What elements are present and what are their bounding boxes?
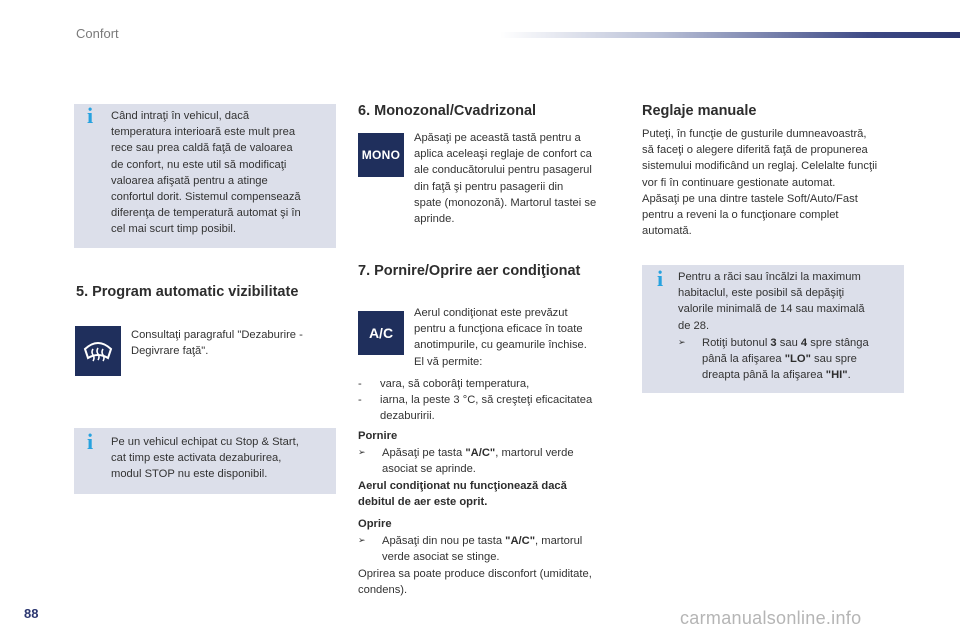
step-line-continuation: până la afişarea "LO" sau spre — [702, 353, 857, 366]
text-line: Degivrare faţă". — [131, 345, 209, 358]
section-7-list — [358, 376, 628, 425]
page-number: 88 — [24, 606, 39, 621]
text-line: Aerul condiţionat este prevăzut — [414, 307, 568, 319]
step-arrow-icon: ➢ — [358, 535, 366, 546]
oprire-title: Oprire — [358, 518, 392, 530]
list-item-continuation: dezaburirii. — [380, 410, 435, 423]
text-line: Puteţi, în funcţie de gusturile dumneavoastră, — [642, 128, 867, 140]
text-line: cat timp este activata dezaburirea, — [111, 452, 282, 465]
text-line: ale conducătorului pentru pasagerul — [414, 164, 592, 177]
text-line: rece sau prea caldă faţă de valoarea — [111, 142, 293, 155]
ac-button[interactable] — [358, 311, 404, 355]
info-box-max-temperature — [642, 265, 904, 393]
section-7-intro — [414, 305, 620, 370]
info-box-stop-start — [74, 428, 336, 494]
step-arrow-icon: ➢ — [358, 447, 366, 458]
text-line: confortul dorit. Sistemul compensează — [111, 191, 301, 204]
manual-settings-title: Reglaje manuale — [642, 103, 757, 119]
text-line: modul STOP nu este disponibil. — [111, 468, 268, 481]
text-line: de 28. — [678, 319, 710, 332]
text-line: valoarea afişată pentru a atinge — [111, 174, 268, 187]
section-6-text — [414, 130, 620, 227]
text-line: Când intraţi în vehicul, dacă — [111, 110, 250, 122]
text-line: temperatura interioară este mult prea — [111, 126, 296, 139]
step-arrow-icon: ➢ — [678, 336, 686, 347]
text-line: aplica aceleaşi reglaje de confort ca — [414, 148, 592, 161]
info-box-temperature — [74, 104, 336, 248]
oprire-step-continuation: verde asociat se stinge. — [382, 551, 500, 564]
list-item: - iarna, la peste 3 °C, să creşteţi eficacitatea — [358, 394, 593, 407]
text-line: din faţă şi pentru pasagerii din — [414, 180, 564, 193]
section-header: Confort — [76, 26, 119, 41]
text-line: Apăsaţi pe această tastă pentru a — [414, 132, 581, 144]
text-line: Apăsaţi pe una dintre tastele Soft/Auto/Fast — [642, 192, 858, 205]
text-line: aprinde. — [414, 213, 455, 226]
defrost-button[interactable] — [75, 326, 121, 376]
pornire-step: ➢ Apăsaţi pe tasta "A/C", martorul verde — [358, 444, 628, 461]
info-icon: i — [656, 266, 664, 291]
text-line: diferenţa de temperatură automat şi în — [111, 207, 301, 220]
oprire-note: condens). — [358, 583, 408, 596]
step-line-continuation: dreapta până la afişarea "HI". — [702, 369, 851, 382]
section-6-title: 6. Monozonal/Cvadrizonal — [358, 103, 537, 119]
pornire-title: Pornire — [358, 430, 398, 442]
section-5-title: 5. Program automatic vizibilitate — [76, 284, 299, 300]
oprire-step: ➢ Apăsaţi din nou pe tasta "A/C", martorul — [358, 532, 628, 549]
warning-line: debitul de aer este oprit. — [358, 495, 488, 508]
watermark: carmanualsonline.info — [680, 608, 862, 628]
manual-settings-text — [642, 126, 912, 239]
section-5-text — [131, 327, 336, 359]
header-gradient-bar — [500, 32, 960, 38]
list-item: - vara, să coborâţi temperatura, — [358, 378, 530, 390]
ac-button-label: A/C — [368, 325, 394, 341]
text-line: habitaclul, este posibil să depăşiţi — [678, 287, 845, 300]
mono-button[interactable] — [358, 133, 404, 177]
section-7-oprire — [358, 516, 628, 598]
text-line: sistemului modificând un reglaj. Celelalte funcţii — [642, 160, 878, 173]
text-line: cel mai scurt timp posibil. — [111, 223, 236, 236]
text-line: pentru a funcţiona eficace în toate — [414, 323, 583, 336]
info-icon: i — [86, 429, 94, 454]
pornire-step-continuation: asociat se aprinde. — [382, 463, 476, 476]
warning-line: Aerul condiţionat nu funcţionează dacă — [358, 479, 567, 492]
info-icon: i — [86, 103, 94, 128]
section-7-title: 7. Pornire/Oprire aer condiţionat — [358, 263, 581, 279]
text-line: El vă permite: — [414, 355, 483, 368]
text-line: vor fi în continuare gestionate automat. — [642, 176, 836, 189]
text-line: anotimpurile, cu geamurile închise. — [414, 339, 587, 352]
windscreen-defrost-icon — [82, 338, 114, 364]
text-line: pentru a reveni la o funcţionare complet — [642, 209, 839, 222]
mono-button-label: MONO — [361, 148, 401, 162]
oprire-note: Oprirea sa poate produce disconfort (umiditate, — [358, 567, 592, 580]
text-line: să faceţi o alegere diferită faţă de propunerea — [642, 144, 868, 157]
text-line: automată. — [642, 225, 692, 238]
text-line: de confort, nu este util să modificaţi — [111, 158, 287, 171]
text-line: spate (monozonă). Martorul tastei se — [414, 196, 597, 209]
step-line: ➢ Rotiţi butonul 3 sau 4 spre stânga — [678, 334, 902, 351]
text-line: valorile minimală de 14 sau maximală — [678, 303, 865, 316]
text-line: Pe un vehicul echipat cu Stop & Start, — [111, 436, 299, 448]
text-line: Consultaţi paragraful "Dezaburire - — [131, 329, 303, 341]
text-line: Pentru a răci sau încălzi la maximum — [678, 271, 861, 283]
section-7-pornire — [358, 428, 628, 510]
